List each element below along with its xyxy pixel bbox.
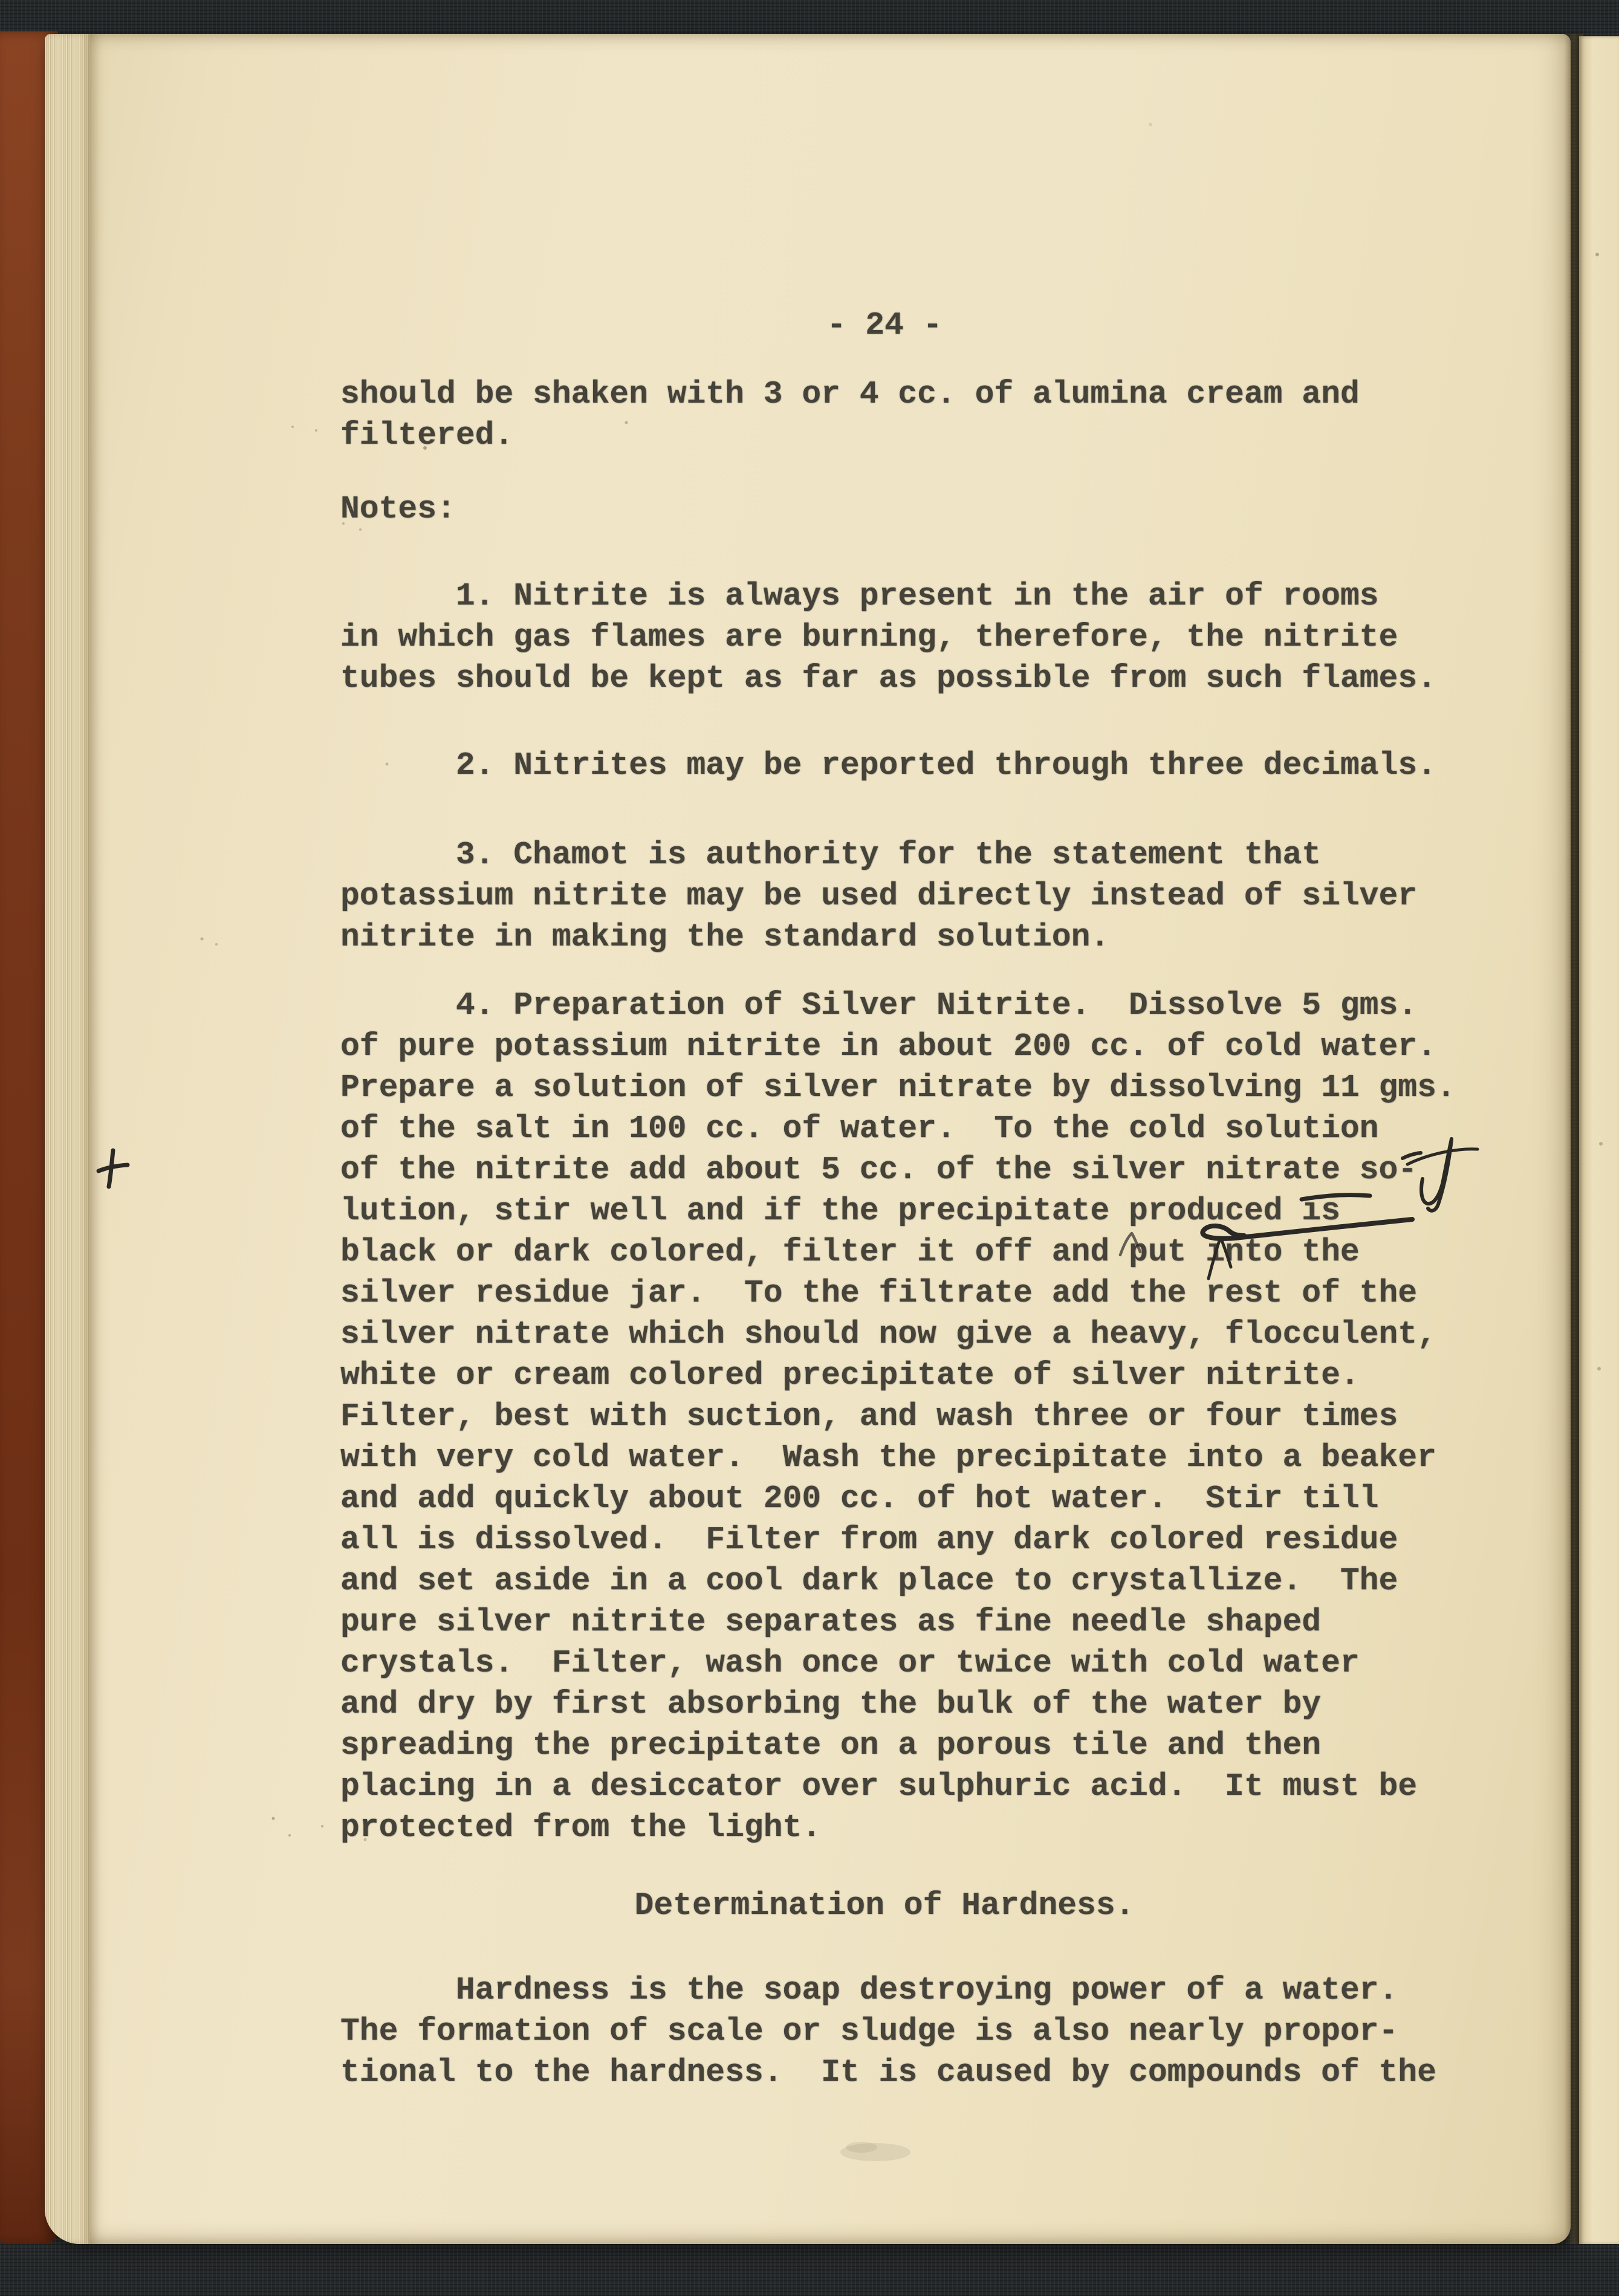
text-line: nitrite in making the standard solution.: [340, 919, 1110, 955]
text-line: should be shaken with 3 or 4 cc. of alumina cream and: [340, 376, 1360, 412]
text-line: pure silver nitrite separates as fine needle shaped: [340, 1604, 1322, 1640]
text-line: placing in a desiccator over sulphuric acid. It must be: [340, 1768, 1418, 1805]
stacked-page-edges: [45, 34, 89, 2244]
page: [89, 34, 1571, 2244]
text-line: Filter, best with suction, and wash three or four times: [340, 1398, 1398, 1435]
page-number-text: - 24 -: [826, 307, 943, 343]
text-line: protected from the light.: [340, 1809, 822, 1846]
book-block: [45, 34, 1571, 2244]
note-2: [340, 745, 1436, 786]
text-line: 3. Chamot is authority for the statement that: [340, 837, 1322, 873]
text-line: 1. Nitrite is always present in the air of rooms: [340, 578, 1379, 614]
text-line: Prepare a solution of silver nitrate by dissolving 11 gms.: [340, 1069, 1456, 1106]
text-line: silver nitrate which should now give a heavy, flocculent,: [340, 1316, 1436, 1352]
text-line: crystals. Filter, wash once or twice with cold water: [340, 1645, 1360, 1681]
text-line: in which gas flames are burning, therefore, the nitrite: [340, 619, 1398, 655]
text-line: white or cream colored precipitate of silver nitrite.: [340, 1357, 1360, 1393]
text-line: The formation of scale or sludge is also nearly propor-: [340, 2013, 1398, 2049]
page-number: [295, 305, 1474, 346]
text-line: and add quickly about 200 cc. of hot water. Stir till: [340, 1480, 1379, 1517]
text-line: Hardness is the soap destroying power of a water.: [340, 1972, 1398, 2008]
text-line: and dry by first absorbing the bulk of the water by: [340, 1686, 1322, 1722]
text-line: lution, stir well and if the precipitate produced is: [340, 1193, 1340, 1229]
section-heading: [295, 1885, 1474, 1926]
note-4: [340, 985, 1456, 1848]
section-heading-text: Determination of Hardness.: [634, 1887, 1135, 1924]
text-line: filtered.: [340, 417, 514, 453]
text-line: and set aside in a cool dark place to crystallize. The: [340, 1563, 1398, 1599]
facing-page-edge: [1579, 36, 1619, 2244]
text-line: tubes should be kept as far as possible from such flames.: [340, 660, 1436, 696]
text-line: 4. Preparation of Silver Nitrite. Dissolve 5 gms.: [340, 987, 1418, 1023]
text-line: of pure potassium nitrite in about 200 cc. of cold water.: [340, 1028, 1436, 1065]
notes-label-text: Notes:: [340, 491, 456, 527]
text-line: with very cold water. Wash the precipitate into a beaker: [340, 1439, 1436, 1476]
text-line: tional to the hardness. It is caused by compounds of the: [340, 2054, 1436, 2090]
intro-paragraph: [340, 374, 1360, 456]
hardness-paragraph: [340, 1970, 1436, 2093]
notes-label: [340, 488, 456, 530]
text-line: of the nitrite add about 5 cc. of the silver nitrate so-: [340, 1152, 1418, 1188]
text-line: all is dissolved. Filter from any dark colored residue: [340, 1522, 1398, 1558]
text-line: silver residue jar. To the filtrate add the rest of the: [340, 1275, 1418, 1311]
note-1: [340, 576, 1436, 699]
text-line: black or dark colored, filter it off and put into the: [340, 1234, 1360, 1270]
text-line: 2. Nitrites may be reported through three decimals.: [340, 747, 1436, 783]
text-line: potassium nitrite may be used directly instead of silver: [340, 878, 1418, 914]
text-line: of the salt in 100 cc. of water. To the cold solution: [340, 1111, 1379, 1147]
text-line: spreading the precipitate on a porous tile and then: [340, 1727, 1322, 1763]
note-3: [340, 834, 1417, 958]
